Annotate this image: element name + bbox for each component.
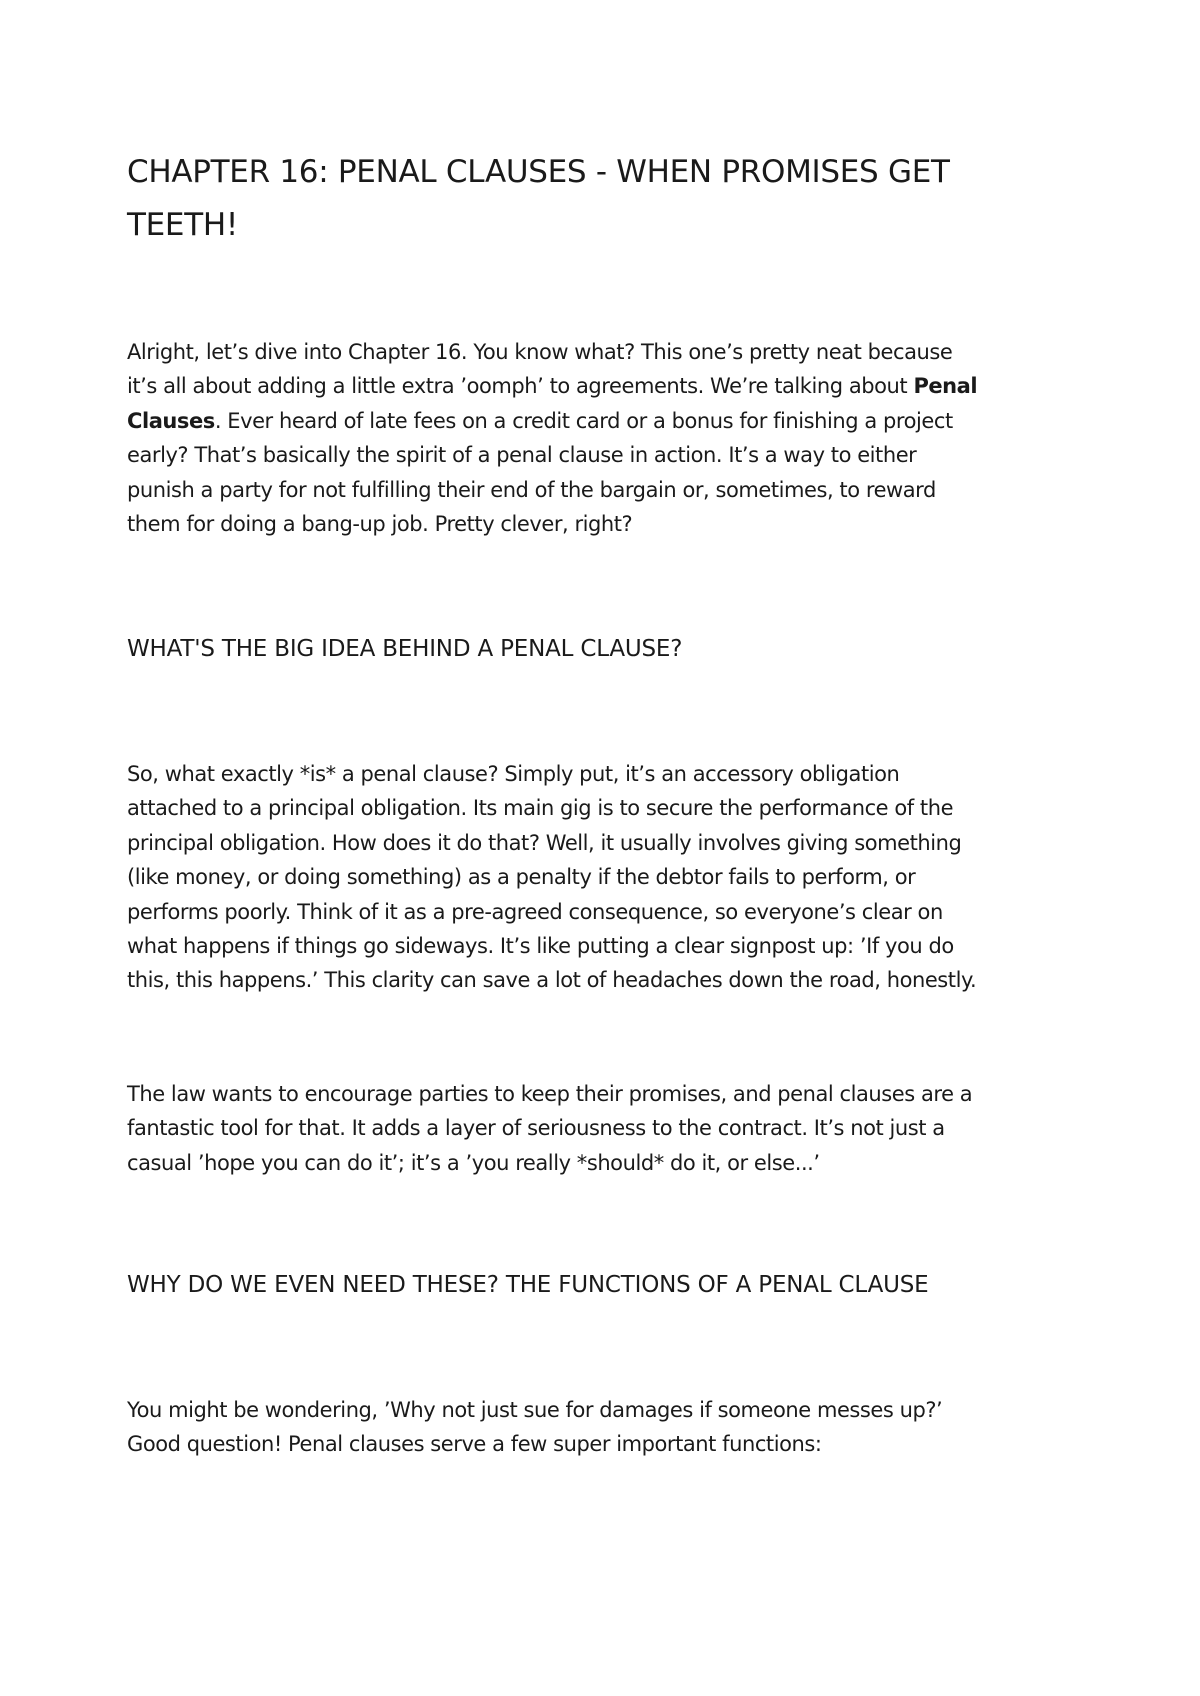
paragraph-text: it’s all about adding a little extra ’oomph’ to agreements. We’re talking about [127, 374, 908, 399]
bold-term: Penal [913, 374, 978, 399]
section1-paragraph-1 [127, 757, 1087, 998]
chapter-title [127, 146, 1087, 252]
paragraph-line: Alright, let’s dive into Chapter 16. You know what? This one’s pretty neat because [127, 340, 953, 364]
chapter-title-line: CHAPTER 16: PENAL CLAUSES - WHEN PROMISES GET [127, 154, 950, 190]
paragraph-line: performs poorly. Think of it as a pre-agreed consequence, so everyone’s clear on [127, 899, 943, 924]
paragraph-text: . Ever heard of late fees on a credit card or a bonus for finishing a project [214, 408, 953, 433]
paragraph-line: You might be wondering, ’Why not just sue for damages if someone messes up?’ [127, 1398, 943, 1422]
section1-paragraph-2 [127, 1077, 1087, 1180]
paragraph-line: them for doing a bang-up job. Pretty clever, right? [127, 512, 633, 537]
bold-term: Clauses [127, 408, 215, 433]
paragraph-line: Good question! Penal clauses serve a few super important functions: [127, 1432, 822, 1457]
paragraph-line: fantastic tool for that. It adds a layer of seriousness to the contract. It’s not just a [127, 1116, 945, 1141]
paragraph-line: this, this happens.’ This clarity can save a lot of headaches down the road, honestly. [127, 968, 977, 993]
section2-paragraph-1 [127, 1393, 1087, 1462]
paragraph-line: principal obligation. How does it do that? Well, it usually involves giving something [127, 830, 962, 855]
paragraph-line: So, what exactly *is* a penal clause? Simply put, it’s an accessory obligation [127, 762, 900, 786]
paragraph-line: punish a party for not fulfilling their end of the bargain or, sometimes, to reward [127, 477, 936, 502]
section-heading: WHAT'S THE BIG IDEA BEHIND A PENAL CLAUSE? [127, 636, 683, 662]
section-heading: WHY DO WE EVEN NEED THESE? THE FUNCTIONS OF A PENAL CLAUSE [127, 1272, 929, 1298]
paragraph-line [127, 369, 1087, 403]
paragraph-line [127, 404, 1087, 438]
paragraph-line: attached to a principal obligation. Its main gig is to secure the performance of the [127, 796, 954, 821]
paragraph-line: (like money, or doing something) as a penalty if the debtor fails to perform, or [127, 865, 916, 890]
paragraph-line: The law wants to encourage parties to keep their promises, and penal clauses are a [127, 1082, 973, 1106]
paragraph-line: what happens if things go sideways. It’s like putting a clear signpost up: ’If you do [127, 934, 954, 959]
intro-paragraph [127, 335, 1087, 541]
chapter-title-line: TEETH! [127, 207, 238, 243]
document-page [127, 0, 1087, 1696]
paragraph-line: early? That’s basically the spirit of a penal clause in action. It’s a way to either [127, 443, 917, 468]
paragraph-line: casual ’hope you can do it’; it’s a ’you really *should* do it, or else...’ [127, 1150, 820, 1175]
